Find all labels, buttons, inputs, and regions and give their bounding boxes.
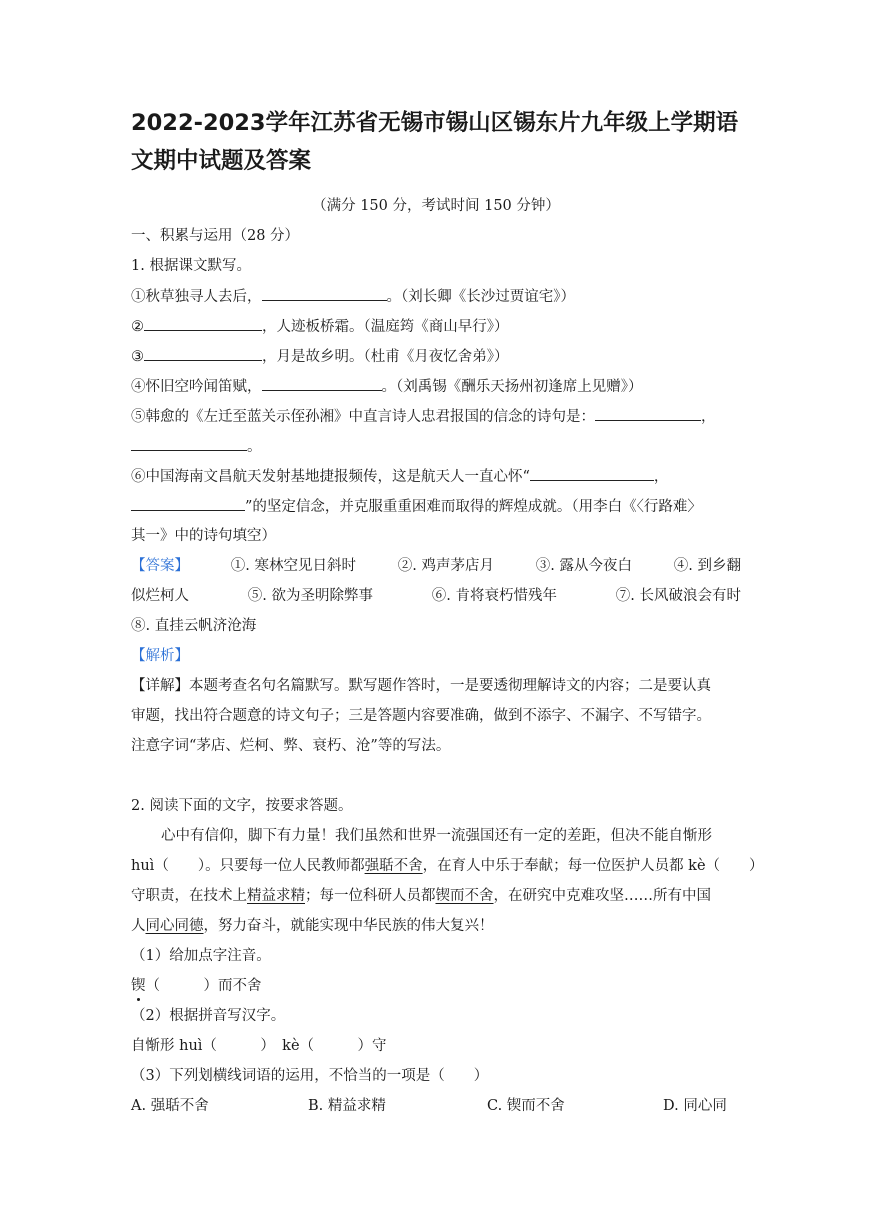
option-a: A. 强聒不舍 [131, 1098, 209, 1114]
punctuation: ， [701, 409, 716, 425]
q1-item-4-text: ④怀旧空吟闻笛赋， [131, 379, 262, 395]
underlined-phrase: 锲而不舍 [435, 888, 494, 904]
q1-item-3-number: ③ [131, 349, 144, 365]
q1-item-5-line1 [131, 406, 741, 427]
section-heading: 一、积累与运用（28 分） [131, 228, 300, 244]
answer-item: ⑥. 肯将衰朽惜残年 [431, 588, 557, 604]
passage-text: ，努力奋斗，就能实现中华民族的伟大复兴！ [203, 918, 494, 934]
underlined-phrase: 同心同德 [145, 918, 204, 934]
punctuation: 。 [247, 439, 262, 455]
question-1-stem: 1. 根据课文默写。 [131, 258, 251, 274]
q1-item-1-text: ①秋草独寻人去后， [131, 289, 262, 305]
answer-item: ②. 鸡声茅店月 [397, 558, 494, 574]
q1-item-5-line2 [131, 436, 741, 457]
q1-item-1-source: 。（刘长卿《长沙过贾谊宅》） [386, 289, 575, 305]
passage-text: ，在育人中乐于奉献；每一位医护人员都 kè（ ） [422, 858, 764, 874]
answer-row-3: ⑧. 直挂云帆济沧海 [131, 618, 257, 634]
answer-item: ⑤. 欲为圣明除弊事 [247, 588, 373, 604]
answer-tag: 【答案】 [131, 558, 189, 574]
q1-item-6-line2 [131, 496, 741, 517]
passage-text: 人 [131, 918, 146, 934]
passage-text: 守职责，在技术上 [131, 888, 247, 904]
question-2-stem: 2. 阅读下面的文字，按要求答题。 [131, 798, 353, 814]
passage-text: huì（ ）。只要每一位人民教师都 [131, 858, 365, 874]
exam-info: （满分 150 分，考试时间 150 分钟） [312, 198, 560, 214]
fill-blank [530, 466, 654, 481]
underlined-phrase: 精益求精 [247, 888, 305, 904]
document-title-line1: 2022-2023学年江苏省无锡市锡山区锡东片九年级上学期语 [131, 110, 739, 136]
option-c: C. 锲而不舍 [487, 1098, 565, 1114]
fill-blank [144, 346, 262, 361]
q1-item-3 [131, 346, 741, 367]
q2-passage-line1: 心中有信仰，脚下有力量！我们虽然和世界一流强国还有一定的差距，但决不能自惭形 [161, 828, 712, 844]
answer-item: ③. 露从今夜白 [535, 558, 632, 574]
q1-item-2-number: ② [131, 319, 144, 335]
q2-sub2-line: 自惭形 huì（ ） kè（ ）守 [131, 1038, 387, 1054]
fill-blank [262, 376, 382, 391]
passage-text: ；每一位科研人员都 [305, 888, 436, 904]
analysis-tag: 【解析】 [131, 648, 189, 664]
fill-blank [262, 286, 387, 301]
q2-passage-line2 [131, 856, 764, 876]
pinyin-blank-text: （ ）而不舍 [145, 978, 262, 994]
fill-blank [131, 436, 247, 451]
q1-item-4 [131, 376, 741, 397]
answer-item: ①. 寒林空见日斜时 [230, 558, 356, 574]
punctuation: ， [653, 469, 669, 485]
q2-sub2: （2）根据拼音写汉字。 [131, 1008, 286, 1024]
document-title-line2: 文期中试题及答案 [131, 148, 312, 174]
q1-item-4-source: 。（刘禹锡《酬乐天扬州初逢席上见赠》） [381, 379, 643, 395]
answer-row-2 [131, 586, 741, 606]
option-b: B. 精益求精 [308, 1098, 386, 1114]
underlined-phrase: 强聒不舍 [364, 858, 423, 874]
q2-sub1-line [131, 976, 741, 996]
q1-item-1 [131, 286, 741, 307]
detail-line-2: 审题，找出符合题意的诗文句子；三是答题内容要准确，做到不添字、不漏字、不写错字。 [131, 708, 711, 724]
answer-item: 似烂柯人 [131, 588, 189, 604]
answer-item: ④. 到乡翻 [673, 558, 741, 574]
q1-item-2 [131, 316, 741, 337]
q2-sub3: （3）下列划横线词语的运用，不恰当的一项是（ ） [131, 1068, 489, 1084]
q1-item-2-text: ，人迹板桥霜。（温庭筠《商山早行》） [262, 319, 509, 335]
q2-sub1: （1）给加点字注音。 [131, 948, 271, 964]
answer-row-1 [131, 556, 741, 576]
detail-line-1: 【详解】本题考查名句名篇默写。默写题作答时，一是要透彻理解诗文的内容；二是要认真 [131, 678, 711, 694]
q1-item-6-text-cont: ”的坚定信念，并克服重重困难而取得的辉煌成就。（用李白《〈行路难〉 [245, 499, 702, 515]
option-d: D. 同心同 [663, 1098, 727, 1114]
q2-passage-line3 [131, 886, 741, 906]
q1-item-5-text: ⑤韩愈的《左迁至蓝关示侄孙湘》中直言诗人忠君报国的信念的诗句是： [131, 409, 595, 425]
fill-blank [595, 406, 701, 421]
q1-item-6-line1 [131, 466, 741, 487]
detail-line-3: 注意字词“茅店、烂柯、弊、衰朽、沧”等的写法。 [131, 738, 451, 754]
q1-item-6-text: ⑥中国海南文昌航天发射基地捷报频传，这是航天人一直心怀“ [131, 469, 530, 485]
dotted-character: 锲 [131, 978, 146, 994]
answer-item: ⑦. 长风破浪会有时 [615, 588, 741, 604]
fill-blank [131, 496, 245, 511]
q1-item-6-line3: 其一》中的诗句填空） [131, 528, 276, 544]
passage-text: ，在研究中克难攻坚……所有中国 [493, 888, 711, 904]
q1-item-3-text: ，月是故乡明。（杜甫《月夜忆舍弟》） [262, 349, 509, 365]
q2-passage-line4 [131, 916, 741, 936]
fill-blank [144, 316, 262, 331]
